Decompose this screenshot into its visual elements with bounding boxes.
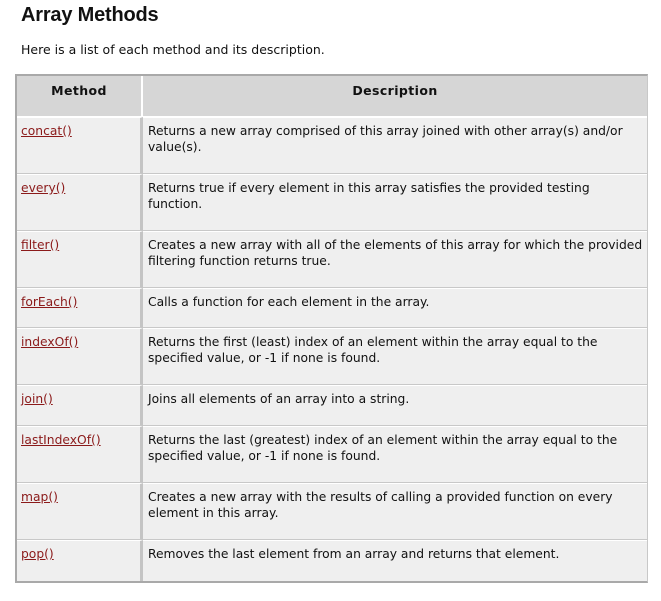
method-cell	[17, 540, 143, 581]
table-header-row	[17, 76, 647, 117]
table-row	[17, 231, 647, 288]
table-row	[17, 540, 647, 581]
method-link-filter[interactable]: filter()	[21, 238, 60, 252]
description-cell: Returns the first (least) index of an element within the array equal to the specified value, or -1 if none is found.	[143, 328, 647, 385]
methods-table	[15, 74, 648, 583]
description-cell: Returns true if every element in this array satisfies the provided testing function.	[143, 174, 647, 231]
method-link-lastindexof[interactable]: lastIndexOf()	[21, 433, 101, 447]
description-cell: Joins all elements of an array into a string.	[143, 385, 647, 426]
table-row	[17, 426, 647, 483]
column-header-description: Description	[143, 76, 647, 117]
method-cell	[17, 288, 143, 328]
method-cell	[17, 426, 143, 483]
table-row	[17, 174, 647, 231]
description-cell: Calls a function for each element in the array.	[143, 288, 647, 328]
description-cell: Returns the last (greatest) index of an element within the array equal to the specified value, or -1 if none is found.	[143, 426, 647, 483]
table-row	[17, 328, 647, 385]
method-cell	[17, 117, 143, 174]
column-header-method: Method	[17, 76, 143, 117]
description-cell: Removes the last element from an array and returns that element.	[143, 540, 647, 581]
table-row	[17, 483, 647, 540]
method-link-join[interactable]: join()	[21, 392, 53, 406]
method-link-map[interactable]: map()	[21, 490, 58, 504]
table-row	[17, 117, 647, 174]
description-cell: Creates a new array with the results of calling a provided function on every element in this array.	[143, 483, 647, 540]
method-cell	[17, 328, 143, 385]
table-row	[17, 385, 647, 426]
intro-text: Here is a list of each method and its description.	[21, 42, 325, 57]
method-link-every[interactable]: every()	[21, 181, 66, 195]
method-link-indexof[interactable]: indexOf()	[21, 335, 79, 349]
method-cell	[17, 483, 143, 540]
method-link-pop[interactable]: pop()	[21, 547, 54, 561]
method-cell	[17, 231, 143, 288]
description-cell: Returns a new array comprised of this array joined with other array(s) and/or value(s).	[143, 117, 647, 174]
page-title: Array Methods	[21, 4, 159, 26]
description-cell: Creates a new array with all of the elements of this array for which the provided filtering function returns true.	[143, 231, 647, 288]
method-cell	[17, 385, 143, 426]
method-link-concat[interactable]: concat()	[21, 124, 72, 138]
table-row	[17, 288, 647, 328]
method-link-foreach[interactable]: forEach()	[21, 295, 78, 309]
method-cell	[17, 174, 143, 231]
